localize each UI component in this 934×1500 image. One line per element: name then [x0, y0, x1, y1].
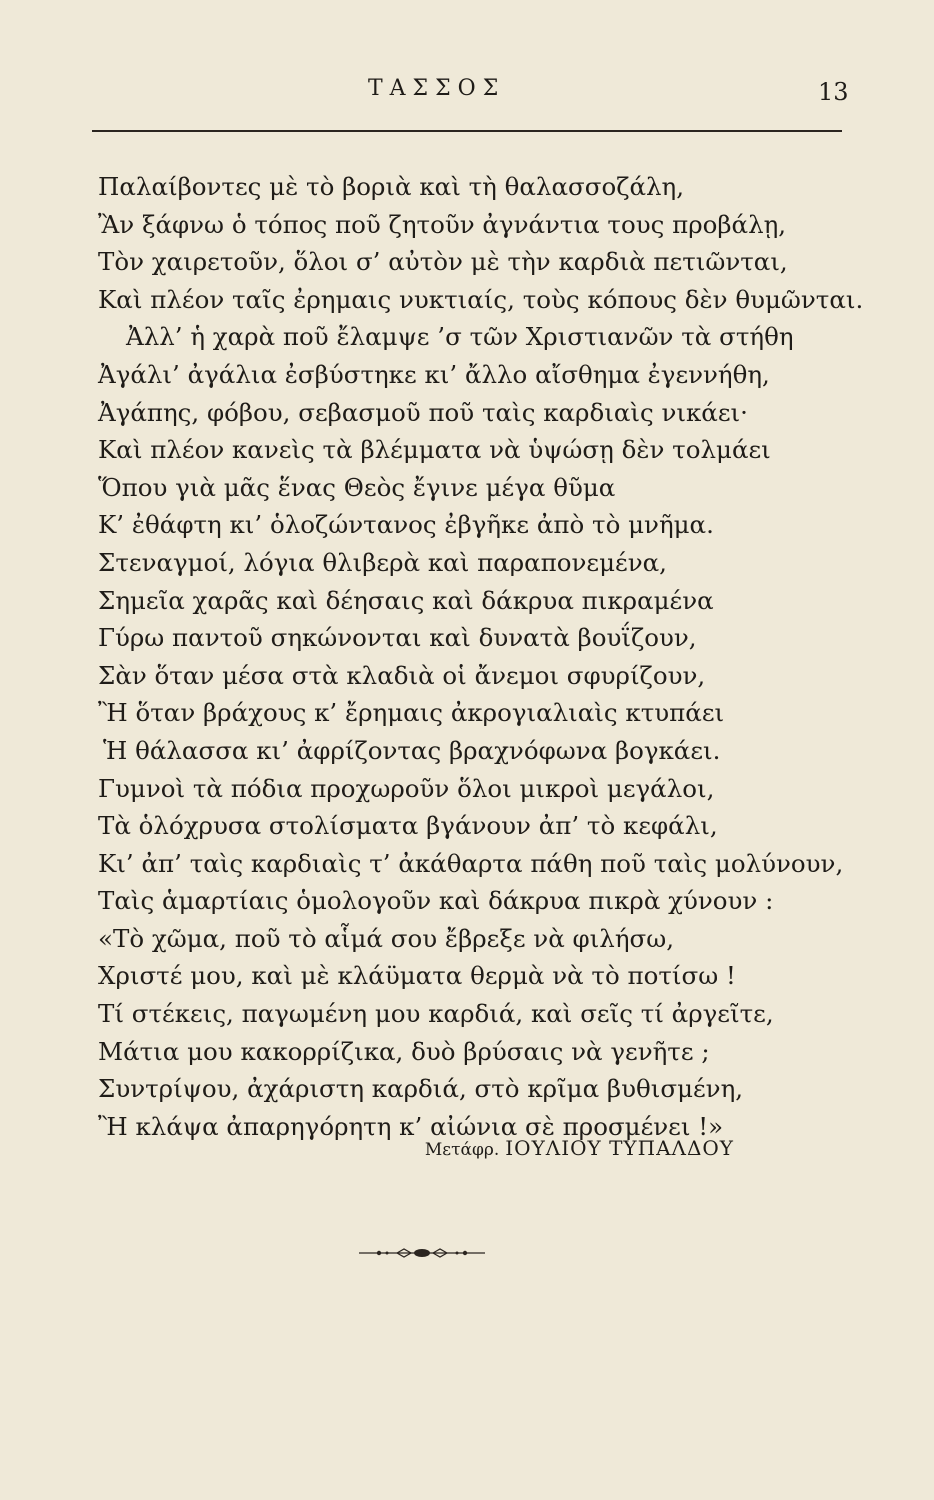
- translator-label: Μετάφρ.: [424, 1140, 500, 1160]
- poem-line: Κ’ ἐθάφτη κι’ ὁλοζώντανος ἐβγῆκε ἀπὸ τὸ μνῆμα.: [98, 510, 714, 540]
- poem-line: Σὰν ὅταν μέσα στὰ κλαδιὰ οἱ ἄνεμοι σφυρίζουν,: [98, 660, 706, 690]
- poem-line: Χριστέ μου, καὶ μὲ κλάϋματα θερμὰ νὰ τὸ ποτίσω !: [98, 961, 736, 991]
- poem-line: Μάτια μου κακορρίζικα, δυὸ βρύσαις νὰ γενῆτε ;: [98, 1036, 710, 1066]
- poem-line: Παλαίβοντες μὲ τὸ βοριὰ καὶ τὴ θαλασσοζάλη,: [98, 172, 685, 201]
- poem-line: Ὅπου γιὰ μᾶς ἕνας Θεὸς ἔγινε μέγα θῦμα: [98, 472, 616, 502]
- poem-line: Ἡ θάλασσα κι’ ἀφρίζοντας βραχνόφωνα βογκάει.: [103, 735, 721, 765]
- poem-line: Ἀγάλι’ ἀγάλια ἐσβύστηκε κι’ ἄλλο αἴσθημα ἐγεννήθη,: [98, 359, 770, 389]
- poem-line: Γύρω παντοῦ σηκώνονται καὶ δυνατὰ βουΐζουν,: [98, 623, 697, 653]
- translator-credit: [425, 1136, 734, 1160]
- poem-line: Ταὶς ἁμαρτίαις ὁμολογοῦν καὶ δάκρυα πικρὰ χύνουν :: [98, 886, 774, 916]
- ornament-divider-icon: [357, 1246, 487, 1260]
- poem-line: Τὰ ὁλόχρυσα στολίσματα βγάνουν ἀπ’ τὸ κεφάλι,: [98, 811, 718, 841]
- poem-line: Ἂν ξάφνω ὁ τόπος ποῦ ζητοῦν ἀγνάντια τους προβάλῃ,: [98, 209, 787, 239]
- poem-line: «Τὸ χῶμα, ποῦ τὸ αἷμά σου ἔβρεξε νὰ φιλήσω,: [98, 923, 674, 953]
- poem-line: Καὶ πλέον κανεὶς τὰ βλέμματα νὰ ὑψώσῃ δὲν τολμάει: [98, 435, 771, 465]
- poem-line: Ἢ κλάψα ἀπαρηγόρητη κ’ αἰώνια σὲ προσμένει !»: [98, 1111, 724, 1141]
- poem-line: Συντρίψου, ἀχάριστη καρδιά, στὸ κρῖμα βυθισμένη,: [98, 1074, 744, 1104]
- poem-line: Ἀγάπης, φόβου, σεβασμοῦ ποῦ ταὶς καρδιαὶς νικάει·: [98, 397, 748, 427]
- poem-line: Τὸν χαιρετοῦν, ὅλοι σ’ αὐτὸν μὲ τὴν καρδιὰ πετιῶνται,: [98, 247, 788, 277]
- page-number: 13: [818, 78, 849, 106]
- poem-line: Καὶ πλέον ταῖς ἐρημαις νυκτιαίς, τοὺς κόπους δὲν θυμῶνται.: [98, 284, 864, 314]
- header-rule: [92, 130, 842, 132]
- poem-line: Ἀλλ’ ἡ χαρὰ ποῦ ἔλαμψε ’σ τῶν Χριστιανῶν τὰ στήθη: [126, 322, 794, 352]
- poem-line: Σημεῖα χαρᾶς καὶ δέησαις καὶ δάκρυα πικραμένα: [98, 585, 714, 615]
- poem-line: Κι’ ἀπ’ ταὶς καρδιαὶς τ’ ἀκάθαρτα πάθη ποῦ ταὶς μολύνουν,: [98, 848, 844, 878]
- translator-name: ΙΟΥΛΙΟΥ ΤΥΠΑΛΔΟΥ: [505, 1136, 734, 1160]
- poem-line: Στεναγμοί, λόγια θλιβερὰ καὶ παραπονεμένα,: [98, 547, 667, 577]
- poem-text: [98, 168, 864, 1145]
- poem-line: Ἢ ὅταν βράχους κ’ ἔρημαις ἀκρογιαλιαὶς κτυπάει: [98, 698, 725, 728]
- running-head-title: ΤΑΣΣΟΣ: [368, 76, 506, 101]
- poem-line: Γυμνοὶ τὰ πόδια προχωροῦν ὅλοι μικροὶ μεγάλοι,: [98, 773, 715, 803]
- poem-line: Τί στέκεις, παγωμένη μου καρδιά, καὶ σεῖς τί ἀργεῖτε,: [98, 999, 774, 1029]
